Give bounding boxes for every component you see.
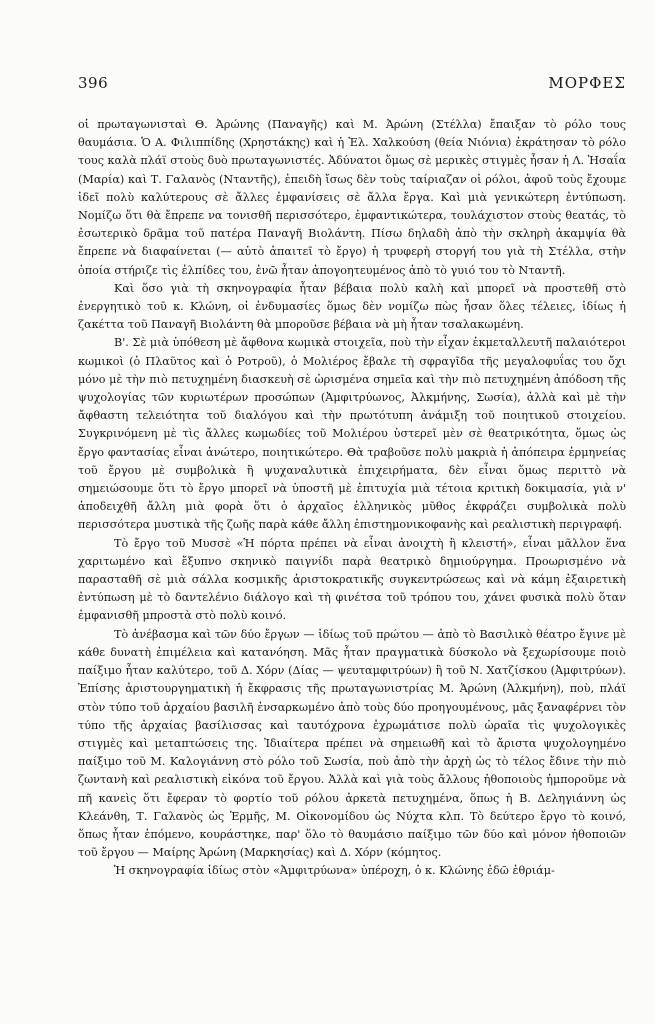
paragraph-5: Τὸ ἀνέβασμα καὶ τῶν δύο ἔργων — ἰδίως τοῦ πρώτου — ἀπὸ τὸ Βασιλικὸ θέατρο ἔγινε μὲ κάθε δυνατὴ ἐπιμέλεια καὶ κατανόηση. Μᾶς ἦταν πραγματικὰ δύσκολο νὰ ξεχωρίσουμε ποιὸ παίξιμο ἦταν καλύτερο, τοῦ Δ. Χόρν (Δίας — ψευταμφιτρύων) ἢ τοῦ Ν. Χατζίσκου (Ἀμφιτρύων). Ἐπίσης ἀριστουργηματικὴ ἡ ἔκφρασις τῆς πρωταγωνιστρίας Μ. Ἀρώνη (Ἀλκμήνη), ποὺ, πλάϊ στὸν τύπο τοῦ ἀρχαίου βασιλῆ ἐνσαρκωμένο ἀπὸ τοὺς δύο προηγουμένους, μᾶς ξαναφέρνει τὸν τύπο τῆς ἀρχαίας βασίλισσας καὶ ταυτόχρονα ἐχρωμάτισε πολὺ ὡραῖα τὶς ψυχολογικὲς στιγμὲς καὶ μεταπτώσεις της. Ἰδιαίτερα πρέπει νὰ σημειωθῆ καὶ τὸ ἄριστα ψυχολογημένο παίξιμο τοῦ Μ. Καλογιάννη στὸ ρόλο τοῦ Σωσία, ποὺ ἀπὸ τὴν ἀρχὴ ὡς τὸ τέλος ἔδινε τὴν πιὸ ζωντανὴ καὶ ρεαλιστικὴ εἰκόνα τοῦ ἔργου. Ἀλλὰ καὶ γιὰ τοὺς ἄλλους ἠθοποιοὺς ἠμποροῦμε νὰ πῆ κανεὶς ὅτι ἔφεραν τὸ φορτίο τοῦ ρόλου ἀρκετὰ πετυχημένα, ὅπως ἡ Β. Δεληγιάννη ὡς Κλεάνθη, Τ. Γαλανὸς ὡς Ἑρμῆς, Μ. Οἰκονομίδου ὡς Νύχτα κλπ. Τὸ δεύτερο ἔργο τὸ κοινό, ὅπως ἦταν ἑπόμενο, κουράστηκε, παρ' ὅλο τὸ θαυμάσιο παίξιμο τῶν δύο καὶ μόνον ἠθοποιῶν τοῦ ἔργου — Μαίρης Ἀρώνη (Μαρκησίας) καὶ Δ. Χόρν (κόμητος. (78, 627, 626, 860)
page-header (78, 74, 626, 104)
paragraph-3: Β'. Σὲ μιὰ ὑπόθεση μὲ ἄφθονα κωμικὰ στοιχεῖα, ποὺ τὴν εἶχαν ἐκμεταλλευτῆ παλαιότεροι κωμικοὶ (ὁ Πλαῦτος καὶ ὁ Ροτροῦ), ὁ Μολιέρος ἔβαλε τὴ σφραγῖδα τῆς μεγαλοφυΐας του ὄχι μόνο μὲ τὴν πιὸ πετυχημένη διασκευὴ σὲ ὡρισμένα σημεῖα καὶ τὴν πιὸ πετυχημένη ἀπόδοση τῆς ψυχολογίας τῶν κυριωτέρων προσώπων (Ἀμφιτρύωνος, Ἀλκμήνης, Σωσία), ἀλλὰ καὶ μὲ τὴν ἄφθαστη τελειότητα τοῦ διαλόγου καὶ τὴν πρωτότυπη ἀνάμιξη τοῦ ποιητικοῦ στοιχείου. Συγκρινόμενη μὲ τὶς ἄλλες κωμωδίες τοῦ Μολιέρου ὑστερεῖ μὲν σὲ θεατρικότητα, ὅμως ὡς ἔργο φαντασίας εἶναι ἀνώτερο, ποιητικώτερο. Θὰ τραβοῦσε πολὺ μακριὰ ἡ ἀπόπειρα ἑρμηνείας τοῦ ἔργου μὲ συμβολικὰ ἢ ψυχαναλυτικὰ ἐπιχειρήματα, δὲν εἶναι ὅμως περιττὸ νὰ σημειώσουμε ὅτι τὸ ἔργο μπορεῖ νὰ ὑποστῆ μὲ ἐπιτυχία μιὰ τέτοια κριτικὴ δοκιμασία, γιὰ ν' ἀποδειχθῆ ἄλλη μιὰ φορὰ ὅτι ὁ ἀρχαῖος ἑλληνικὸς μῦθος ἐκφράζει συμβολικὰ πολὺ περισσότερα μυστικὰ τῆς ζωῆς παρὰ κάθε ἄλλη ἐπιστημονικοφανὴς καὶ ρεαλιστικὴ περιγραφή. (78, 336, 626, 532)
running-title: ΜΟΡΦΕΣ (548, 74, 626, 92)
paragraph-2: Καὶ ὅσο γιὰ τὴ σκηνογραφία ἦταν βέβαια πολὺ καλὴ καὶ μπορεῖ νὰ προστεθῆ στὸ ἐνεργητικὸ τοῦ κ. Κλώνη, οἱ ἐνδυμασίες ὅμως δὲν νομίζω πὼς ἦσαν ὅλες τέλειες, ἰδίως ἡ ζακέττα τοῦ Παναγῆ Βιολάντη θὰ μποροῦσε βέβαια νὰ μὴ ἦταν τσαλακωμένη. (78, 281, 626, 332)
page-number: 396 (78, 74, 109, 92)
document-page (78, 74, 626, 881)
paragraph-4: Τὸ ἔργο τοῦ Μυσσὲ «Ἡ πόρτα πρέπει νὰ εἶναι ἀνοιχτὴ ἢ κλειστή», εἶναι μᾶλλον ἕνα χαριτωμένο καὶ ἔξυπνο σκηνικὸ παιγνίδι παρὰ θεατρικὸ δημιούργημα. Προωρισμένο νὰ παρασταθῆ σὲ μιὰ σάλλα κοσμικῆς ἀριστοκρατικῆς συγκεντρώσεως καὶ νὰ κάμη ἐξαιρετικὴ ἐντύπωση μὲ τὸ δαντελένιο διάλογο καὶ τὴ φινέτσα τοῦ τρόπου του, χάνει φυσικὰ πολὺ ὅταν ἐμφανισθῆ μπροστὰ στὸ πολὺ κοινό. (78, 536, 626, 623)
paragraph-6: Ἡ σκηνογραφία ἰδίως στὸν «Ἀμφιτρύωνα» ὑπέροχη, ὁ κ. Κλώνης ἐδῶ ἐθριάμ- (114, 864, 555, 878)
article-body (78, 116, 626, 881)
paragraph-1: οἱ πρωταγωνισταὶ Θ. Ἀρώνης (Παναγῆς) καὶ Μ. Ἀρώνη (Στέλλα) ἔπαιξαν τὸ ρόλο τους θαυμάσια. Ὁ Α. Φιλιππίδης (Χρηστάκης) καὶ ἡ Ἐλ. Χαλκούση (θεία Νιόνια) ἐκράτησαν τὸ ρόλο τους καλὰ πλάϊ στοὺς δυὸ πρωταγωνιστές. Ἀδύνατοι ὅμως σὲ μερικὲς στιγμὲς ἦσαν ἡ Λ. Ἠσαΐα (Μαρία) καὶ Τ. Γαλανὸς (Νταντῆς), ἐπειδὴ ἴσως δὲν τοὺς ταίριαζαν οἱ ρόλοι, ἀφοῦ τοὺς ἔχουμε ἰδεῖ πολὺ καλύτερους σὲ ἄλλες ἐμφανίσεις σὲ ἄλλα ἔργα. Καὶ μιὰ γενικώτερη ἐντύπωση. Νομίζω ὅτι θὰ ἔπρεπε να τονισθῆ περισσότερο, ἐμφαντικώτερα, τουλάχιστον στοὺς θεατάς, τὸ ἐσωτερικὸ δρᾶμα τοῦ πατέρα Παναγῆ Βιολάντη. Πίσω δηλαδὴ ἀπὸ τὴν σκληρὴ ἀκαμψία θὰ ἔπρεπε νὰ διαφαίνεται (— αὐτὸ ἀπαιτεῖ τὸ ἔργο) ἡ τρυφερὴ στοργή του γιὰ τὴ Στέλλα, στὴν ὁποία στήριζε τὶς ἐλπίδες του, ἐνῶ ἦταν ἀπογοητευμένος ἀπὸ τὸ γυιό του τὸ Νταντῆ. (78, 118, 626, 277)
